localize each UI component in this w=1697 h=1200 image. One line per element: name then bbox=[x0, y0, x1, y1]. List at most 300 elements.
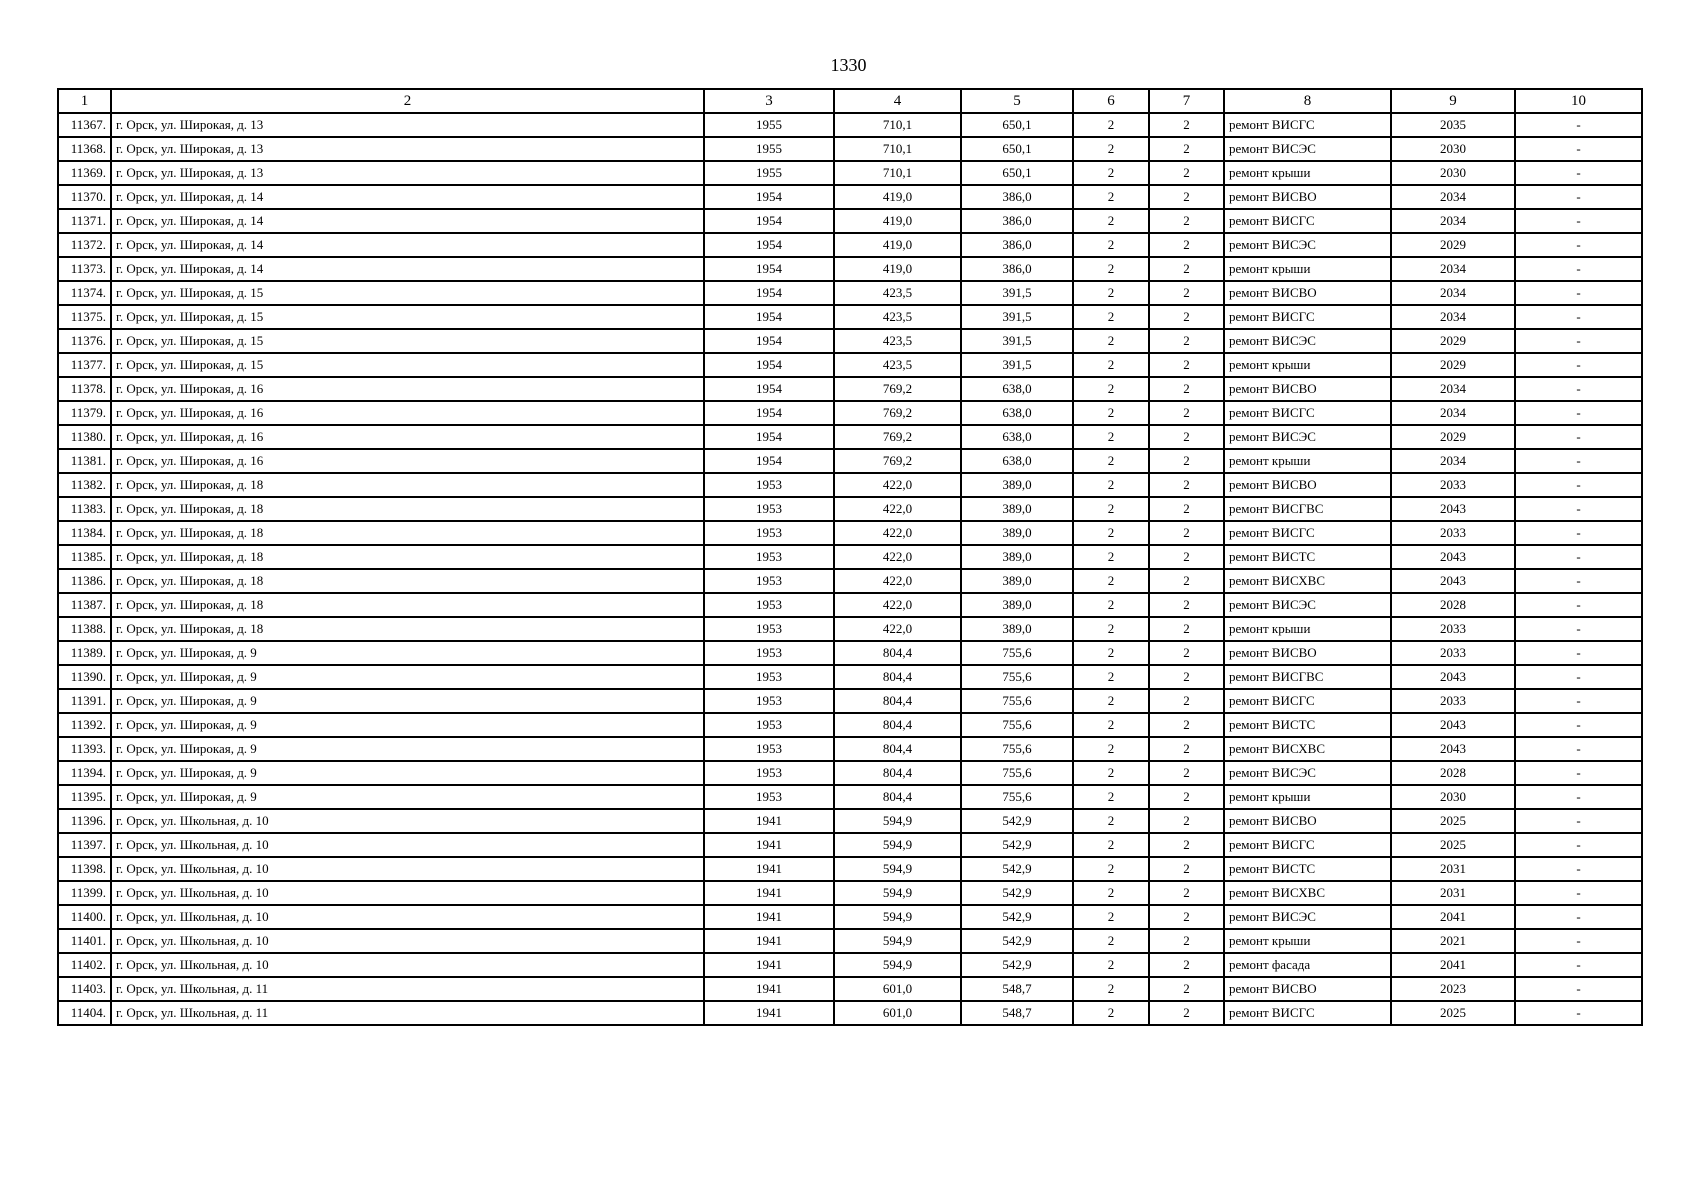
floors-cell: 2 bbox=[1073, 569, 1149, 593]
work-type-cell: ремонт ВИСГС bbox=[1224, 401, 1391, 425]
table-row bbox=[58, 497, 1642, 521]
year-cell: 1941 bbox=[704, 881, 834, 905]
address-cell: г. Орск, ул. Школьная, д. 10 bbox=[111, 953, 704, 977]
floors-cell: 2 bbox=[1073, 833, 1149, 857]
total-area-cell: 423,5 bbox=[834, 353, 961, 377]
work-type-cell: ремонт ВИСГС bbox=[1224, 833, 1391, 857]
work-type-cell: ремонт ВИСВО bbox=[1224, 809, 1391, 833]
entrances-cell: 2 bbox=[1149, 185, 1224, 209]
column-header: 9 bbox=[1391, 89, 1515, 113]
address-cell: г. Орск, ул. Школьная, д. 11 bbox=[111, 977, 704, 1001]
entrances-cell: 2 bbox=[1149, 281, 1224, 305]
living-area-cell: 638,0 bbox=[961, 377, 1073, 401]
floors-cell: 2 bbox=[1073, 953, 1149, 977]
note-cell: - bbox=[1515, 809, 1642, 833]
year-cell: 1953 bbox=[704, 593, 834, 617]
note-cell: - bbox=[1515, 377, 1642, 401]
address-cell: г. Орск, ул. Широкая, д. 18 bbox=[111, 497, 704, 521]
work-type-cell: ремонт ВИСЭС bbox=[1224, 137, 1391, 161]
planned-year-cell: 2035 bbox=[1391, 113, 1515, 137]
work-type-cell: ремонт ВИСГВС bbox=[1224, 497, 1391, 521]
living-area-cell: 542,9 bbox=[961, 905, 1073, 929]
total-area-cell: 422,0 bbox=[834, 617, 961, 641]
planned-year-cell: 2021 bbox=[1391, 929, 1515, 953]
planned-year-cell: 2029 bbox=[1391, 353, 1515, 377]
total-area-cell: 422,0 bbox=[834, 593, 961, 617]
address-cell: г. Орск, ул. Широкая, д. 13 bbox=[111, 161, 704, 185]
floors-cell: 2 bbox=[1073, 161, 1149, 185]
repair-schedule-table bbox=[57, 88, 1643, 1026]
column-header: 3 bbox=[704, 89, 834, 113]
total-area-cell: 422,0 bbox=[834, 473, 961, 497]
living-area-cell: 638,0 bbox=[961, 401, 1073, 425]
floors-cell: 2 bbox=[1073, 665, 1149, 689]
work-type-cell: ремонт крыши bbox=[1224, 617, 1391, 641]
note-cell: - bbox=[1515, 1001, 1642, 1025]
living-area-cell: 650,1 bbox=[961, 113, 1073, 137]
address-cell: г. Орск, ул. Широкая, д. 14 bbox=[111, 257, 704, 281]
total-area-cell: 769,2 bbox=[834, 425, 961, 449]
floors-cell: 2 bbox=[1073, 1001, 1149, 1025]
table-row bbox=[58, 641, 1642, 665]
work-type-cell: ремонт ВИСГС bbox=[1224, 113, 1391, 137]
floors-cell: 2 bbox=[1073, 305, 1149, 329]
note-cell: - bbox=[1515, 305, 1642, 329]
row-number-cell: 11401. bbox=[58, 929, 111, 953]
year-cell: 1941 bbox=[704, 905, 834, 929]
entrances-cell: 2 bbox=[1149, 569, 1224, 593]
column-header: 4 bbox=[834, 89, 961, 113]
note-cell: - bbox=[1515, 785, 1642, 809]
year-cell: 1953 bbox=[704, 569, 834, 593]
work-type-cell: ремонт крыши bbox=[1224, 161, 1391, 185]
table-row bbox=[58, 905, 1642, 929]
note-cell: - bbox=[1515, 761, 1642, 785]
work-type-cell: ремонт ВИСХВС bbox=[1224, 569, 1391, 593]
row-number-cell: 11373. bbox=[58, 257, 111, 281]
year-cell: 1941 bbox=[704, 857, 834, 881]
work-type-cell: ремонт ВИСГС bbox=[1224, 1001, 1391, 1025]
column-header: 8 bbox=[1224, 89, 1391, 113]
year-cell: 1953 bbox=[704, 713, 834, 737]
entrances-cell: 2 bbox=[1149, 857, 1224, 881]
note-cell: - bbox=[1515, 833, 1642, 857]
planned-year-cell: 2023 bbox=[1391, 977, 1515, 1001]
entrances-cell: 2 bbox=[1149, 545, 1224, 569]
note-cell: - bbox=[1515, 857, 1642, 881]
entrances-cell: 2 bbox=[1149, 737, 1224, 761]
floors-cell: 2 bbox=[1073, 881, 1149, 905]
living-area-cell: 650,1 bbox=[961, 161, 1073, 185]
address-cell: г. Орск, ул. Школьная, д. 10 bbox=[111, 929, 704, 953]
living-area-cell: 650,1 bbox=[961, 137, 1073, 161]
note-cell: - bbox=[1515, 257, 1642, 281]
planned-year-cell: 2033 bbox=[1391, 521, 1515, 545]
year-cell: 1954 bbox=[704, 209, 834, 233]
entrances-cell: 2 bbox=[1149, 209, 1224, 233]
table-row bbox=[58, 881, 1642, 905]
living-area-cell: 542,9 bbox=[961, 809, 1073, 833]
table-row bbox=[58, 401, 1642, 425]
address-cell: г. Орск, ул. Широкая, д. 15 bbox=[111, 305, 704, 329]
year-cell: 1953 bbox=[704, 761, 834, 785]
entrances-cell: 2 bbox=[1149, 809, 1224, 833]
work-type-cell: ремонт ВИСЭС bbox=[1224, 593, 1391, 617]
year-cell: 1953 bbox=[704, 641, 834, 665]
year-cell: 1954 bbox=[704, 449, 834, 473]
work-type-cell: ремонт ВИСТС bbox=[1224, 857, 1391, 881]
note-cell: - bbox=[1515, 713, 1642, 737]
total-area-cell: 419,0 bbox=[834, 185, 961, 209]
row-number-cell: 11376. bbox=[58, 329, 111, 353]
table-row bbox=[58, 137, 1642, 161]
entrances-cell: 2 bbox=[1149, 377, 1224, 401]
year-cell: 1953 bbox=[704, 785, 834, 809]
planned-year-cell: 2043 bbox=[1391, 713, 1515, 737]
total-area-cell: 419,0 bbox=[834, 233, 961, 257]
row-number-cell: 11371. bbox=[58, 209, 111, 233]
total-area-cell: 419,0 bbox=[834, 257, 961, 281]
column-header: 2 bbox=[111, 89, 704, 113]
row-number-cell: 11386. bbox=[58, 569, 111, 593]
floors-cell: 2 bbox=[1073, 449, 1149, 473]
planned-year-cell: 2041 bbox=[1391, 953, 1515, 977]
row-number-cell: 11399. bbox=[58, 881, 111, 905]
year-cell: 1955 bbox=[704, 161, 834, 185]
note-cell: - bbox=[1515, 425, 1642, 449]
table-row bbox=[58, 953, 1642, 977]
year-cell: 1954 bbox=[704, 329, 834, 353]
table-body bbox=[58, 113, 1642, 1025]
floors-cell: 2 bbox=[1073, 185, 1149, 209]
living-area-cell: 638,0 bbox=[961, 425, 1073, 449]
column-header: 7 bbox=[1149, 89, 1224, 113]
year-cell: 1953 bbox=[704, 617, 834, 641]
address-cell: г. Орск, ул. Широкая, д. 16 bbox=[111, 425, 704, 449]
planned-year-cell: 2034 bbox=[1391, 377, 1515, 401]
note-cell: - bbox=[1515, 281, 1642, 305]
table-row bbox=[58, 473, 1642, 497]
row-number-cell: 11397. bbox=[58, 833, 111, 857]
total-area-cell: 804,4 bbox=[834, 761, 961, 785]
address-cell: г. Орск, ул. Школьная, д. 10 bbox=[111, 833, 704, 857]
year-cell: 1953 bbox=[704, 497, 834, 521]
note-cell: - bbox=[1515, 401, 1642, 425]
address-cell: г. Орск, ул. Широкая, д. 13 bbox=[111, 137, 704, 161]
note-cell: - bbox=[1515, 737, 1642, 761]
year-cell: 1954 bbox=[704, 425, 834, 449]
year-cell: 1955 bbox=[704, 137, 834, 161]
note-cell: - bbox=[1515, 905, 1642, 929]
address-cell: г. Орск, ул. Широкая, д. 18 bbox=[111, 617, 704, 641]
total-area-cell: 710,1 bbox=[834, 161, 961, 185]
living-area-cell: 755,6 bbox=[961, 785, 1073, 809]
address-cell: г. Орск, ул. Широкая, д. 9 bbox=[111, 737, 704, 761]
work-type-cell: ремонт ВИСЭС bbox=[1224, 905, 1391, 929]
address-cell: г. Орск, ул. Широкая, д. 9 bbox=[111, 713, 704, 737]
planned-year-cell: 2034 bbox=[1391, 257, 1515, 281]
total-area-cell: 422,0 bbox=[834, 569, 961, 593]
entrances-cell: 2 bbox=[1149, 713, 1224, 737]
work-type-cell: ремонт ВИСГС bbox=[1224, 689, 1391, 713]
work-type-cell: ремонт ВИСЭС bbox=[1224, 233, 1391, 257]
entrances-cell: 2 bbox=[1149, 233, 1224, 257]
floors-cell: 2 bbox=[1073, 377, 1149, 401]
entrances-cell: 2 bbox=[1149, 665, 1224, 689]
table-row bbox=[58, 425, 1642, 449]
address-cell: г. Орск, ул. Широкая, д. 18 bbox=[111, 593, 704, 617]
column-header: 5 bbox=[961, 89, 1073, 113]
planned-year-cell: 2043 bbox=[1391, 737, 1515, 761]
header-row bbox=[58, 89, 1642, 113]
living-area-cell: 391,5 bbox=[961, 353, 1073, 377]
address-cell: г. Орск, ул. Школьная, д. 10 bbox=[111, 857, 704, 881]
living-area-cell: 542,9 bbox=[961, 881, 1073, 905]
row-number-cell: 11370. bbox=[58, 185, 111, 209]
row-number-cell: 11378. bbox=[58, 377, 111, 401]
table-row bbox=[58, 449, 1642, 473]
floors-cell: 2 bbox=[1073, 329, 1149, 353]
living-area-cell: 389,0 bbox=[961, 521, 1073, 545]
planned-year-cell: 2043 bbox=[1391, 545, 1515, 569]
row-number-cell: 11374. bbox=[58, 281, 111, 305]
row-number-cell: 11387. bbox=[58, 593, 111, 617]
floors-cell: 2 bbox=[1073, 809, 1149, 833]
entrances-cell: 2 bbox=[1149, 953, 1224, 977]
address-cell: г. Орск, ул. Широкая, д. 14 bbox=[111, 209, 704, 233]
planned-year-cell: 2043 bbox=[1391, 665, 1515, 689]
planned-year-cell: 2034 bbox=[1391, 281, 1515, 305]
year-cell: 1953 bbox=[704, 665, 834, 689]
planned-year-cell: 2031 bbox=[1391, 881, 1515, 905]
table-row bbox=[58, 113, 1642, 137]
note-cell: - bbox=[1515, 641, 1642, 665]
year-cell: 1941 bbox=[704, 953, 834, 977]
planned-year-cell: 2033 bbox=[1391, 473, 1515, 497]
living-area-cell: 386,0 bbox=[961, 257, 1073, 281]
address-cell: г. Орск, ул. Школьная, д. 10 bbox=[111, 905, 704, 929]
table-row bbox=[58, 521, 1642, 545]
table-row bbox=[58, 233, 1642, 257]
work-type-cell: ремонт ВИСВО bbox=[1224, 185, 1391, 209]
entrances-cell: 2 bbox=[1149, 329, 1224, 353]
entrances-cell: 2 bbox=[1149, 353, 1224, 377]
total-area-cell: 422,0 bbox=[834, 545, 961, 569]
living-area-cell: 755,6 bbox=[961, 665, 1073, 689]
total-area-cell: 594,9 bbox=[834, 857, 961, 881]
total-area-cell: 594,9 bbox=[834, 881, 961, 905]
entrances-cell: 2 bbox=[1149, 617, 1224, 641]
note-cell: - bbox=[1515, 929, 1642, 953]
note-cell: - bbox=[1515, 545, 1642, 569]
total-area-cell: 423,5 bbox=[834, 281, 961, 305]
floors-cell: 2 bbox=[1073, 209, 1149, 233]
address-cell: г. Орск, ул. Широкая, д. 18 bbox=[111, 521, 704, 545]
floors-cell: 2 bbox=[1073, 353, 1149, 377]
row-number-cell: 11400. bbox=[58, 905, 111, 929]
table-row bbox=[58, 809, 1642, 833]
table-row bbox=[58, 1001, 1642, 1025]
table-row bbox=[58, 353, 1642, 377]
living-area-cell: 386,0 bbox=[961, 209, 1073, 233]
table-row bbox=[58, 737, 1642, 761]
planned-year-cell: 2034 bbox=[1391, 305, 1515, 329]
year-cell: 1954 bbox=[704, 401, 834, 425]
year-cell: 1955 bbox=[704, 113, 834, 137]
total-area-cell: 601,0 bbox=[834, 977, 961, 1001]
work-type-cell: ремонт ВИСВО bbox=[1224, 977, 1391, 1001]
living-area-cell: 389,0 bbox=[961, 497, 1073, 521]
planned-year-cell: 2030 bbox=[1391, 137, 1515, 161]
planned-year-cell: 2025 bbox=[1391, 1001, 1515, 1025]
address-cell: г. Орск, ул. Широкая, д. 14 bbox=[111, 233, 704, 257]
living-area-cell: 386,0 bbox=[961, 233, 1073, 257]
entrances-cell: 2 bbox=[1149, 521, 1224, 545]
row-number-cell: 11396. bbox=[58, 809, 111, 833]
living-area-cell: 638,0 bbox=[961, 449, 1073, 473]
note-cell: - bbox=[1515, 617, 1642, 641]
living-area-cell: 755,6 bbox=[961, 761, 1073, 785]
planned-year-cell: 2043 bbox=[1391, 569, 1515, 593]
table-row bbox=[58, 305, 1642, 329]
entrances-cell: 2 bbox=[1149, 497, 1224, 521]
address-cell: г. Орск, ул. Школьная, д. 10 bbox=[111, 881, 704, 905]
total-area-cell: 769,2 bbox=[834, 401, 961, 425]
work-type-cell: ремонт крыши bbox=[1224, 929, 1391, 953]
year-cell: 1953 bbox=[704, 689, 834, 713]
living-area-cell: 548,7 bbox=[961, 977, 1073, 1001]
total-area-cell: 804,4 bbox=[834, 641, 961, 665]
planned-year-cell: 2033 bbox=[1391, 641, 1515, 665]
address-cell: г. Орск, ул. Широкая, д. 15 bbox=[111, 281, 704, 305]
note-cell: - bbox=[1515, 593, 1642, 617]
row-number-cell: 11368. bbox=[58, 137, 111, 161]
floors-cell: 2 bbox=[1073, 401, 1149, 425]
table-row bbox=[58, 185, 1642, 209]
floors-cell: 2 bbox=[1073, 761, 1149, 785]
floors-cell: 2 bbox=[1073, 929, 1149, 953]
year-cell: 1953 bbox=[704, 737, 834, 761]
total-area-cell: 594,9 bbox=[834, 929, 961, 953]
floors-cell: 2 bbox=[1073, 977, 1149, 1001]
address-cell: г. Орск, ул. Широкая, д. 14 bbox=[111, 185, 704, 209]
total-area-cell: 601,0 bbox=[834, 1001, 961, 1025]
table-row bbox=[58, 761, 1642, 785]
living-area-cell: 542,9 bbox=[961, 833, 1073, 857]
floors-cell: 2 bbox=[1073, 857, 1149, 881]
floors-cell: 2 bbox=[1073, 713, 1149, 737]
row-number-cell: 11381. bbox=[58, 449, 111, 473]
entrances-cell: 2 bbox=[1149, 401, 1224, 425]
planned-year-cell: 2025 bbox=[1391, 809, 1515, 833]
address-cell: г. Орск, ул. Широкая, д. 9 bbox=[111, 665, 704, 689]
floors-cell: 2 bbox=[1073, 257, 1149, 281]
planned-year-cell: 2043 bbox=[1391, 497, 1515, 521]
work-type-cell: ремонт ВИСЭС bbox=[1224, 425, 1391, 449]
floors-cell: 2 bbox=[1073, 689, 1149, 713]
total-area-cell: 710,1 bbox=[834, 137, 961, 161]
work-type-cell: ремонт крыши bbox=[1224, 449, 1391, 473]
year-cell: 1953 bbox=[704, 521, 834, 545]
note-cell: - bbox=[1515, 353, 1642, 377]
living-area-cell: 755,6 bbox=[961, 689, 1073, 713]
planned-year-cell: 2029 bbox=[1391, 425, 1515, 449]
planned-year-cell: 2029 bbox=[1391, 329, 1515, 353]
living-area-cell: 391,5 bbox=[961, 281, 1073, 305]
work-type-cell: ремонт ВИСВО bbox=[1224, 641, 1391, 665]
total-area-cell: 804,4 bbox=[834, 665, 961, 689]
floors-cell: 2 bbox=[1073, 593, 1149, 617]
total-area-cell: 804,4 bbox=[834, 713, 961, 737]
planned-year-cell: 2030 bbox=[1391, 161, 1515, 185]
year-cell: 1954 bbox=[704, 281, 834, 305]
address-cell: г. Орск, ул. Широкая, д. 9 bbox=[111, 689, 704, 713]
work-type-cell: ремонт ВИСЭС bbox=[1224, 329, 1391, 353]
entrances-cell: 2 bbox=[1149, 905, 1224, 929]
note-cell: - bbox=[1515, 113, 1642, 137]
table-row bbox=[58, 377, 1642, 401]
note-cell: - bbox=[1515, 881, 1642, 905]
total-area-cell: 423,5 bbox=[834, 305, 961, 329]
floors-cell: 2 bbox=[1073, 641, 1149, 665]
table-row bbox=[58, 977, 1642, 1001]
table-row bbox=[58, 857, 1642, 881]
page-number: 1330 bbox=[830, 55, 867, 75]
note-cell: - bbox=[1515, 497, 1642, 521]
entrances-cell: 2 bbox=[1149, 113, 1224, 137]
work-type-cell: ремонт ВИСХВС bbox=[1224, 737, 1391, 761]
total-area-cell: 710,1 bbox=[834, 113, 961, 137]
floors-cell: 2 bbox=[1073, 233, 1149, 257]
note-cell: - bbox=[1515, 569, 1642, 593]
address-cell: г. Орск, ул. Широкая, д. 16 bbox=[111, 401, 704, 425]
planned-year-cell: 2033 bbox=[1391, 689, 1515, 713]
work-type-cell: ремонт ВИСГС bbox=[1224, 209, 1391, 233]
total-area-cell: 804,4 bbox=[834, 737, 961, 761]
living-area-cell: 542,9 bbox=[961, 953, 1073, 977]
living-area-cell: 542,9 bbox=[961, 857, 1073, 881]
entrances-cell: 2 bbox=[1149, 761, 1224, 785]
entrances-cell: 2 bbox=[1149, 425, 1224, 449]
table-row bbox=[58, 833, 1642, 857]
row-number-cell: 11375. bbox=[58, 305, 111, 329]
table-row bbox=[58, 689, 1642, 713]
entrances-cell: 2 bbox=[1149, 257, 1224, 281]
table-row bbox=[58, 617, 1642, 641]
row-number-cell: 11367. bbox=[58, 113, 111, 137]
entrances-cell: 2 bbox=[1149, 137, 1224, 161]
note-cell: - bbox=[1515, 185, 1642, 209]
column-header: 6 bbox=[1073, 89, 1149, 113]
address-cell: г. Орск, ул. Широкая, д. 9 bbox=[111, 761, 704, 785]
total-area-cell: 804,4 bbox=[834, 689, 961, 713]
note-cell: - bbox=[1515, 521, 1642, 545]
row-number-cell: 11379. bbox=[58, 401, 111, 425]
table-row bbox=[58, 593, 1642, 617]
note-cell: - bbox=[1515, 953, 1642, 977]
address-cell: г. Орск, ул. Широкая, д. 9 bbox=[111, 641, 704, 665]
work-type-cell: ремонт фасада bbox=[1224, 953, 1391, 977]
address-cell: г. Орск, ул. Широкая, д. 18 bbox=[111, 473, 704, 497]
planned-year-cell: 2034 bbox=[1391, 185, 1515, 209]
work-type-cell: ремонт ВИСГС bbox=[1224, 305, 1391, 329]
entrances-cell: 2 bbox=[1149, 833, 1224, 857]
address-cell: г. Орск, ул. Широкая, д. 15 bbox=[111, 353, 704, 377]
entrances-cell: 2 bbox=[1149, 593, 1224, 617]
entrances-cell: 2 bbox=[1149, 473, 1224, 497]
total-area-cell: 594,9 bbox=[834, 905, 961, 929]
entrances-cell: 2 bbox=[1149, 1001, 1224, 1025]
